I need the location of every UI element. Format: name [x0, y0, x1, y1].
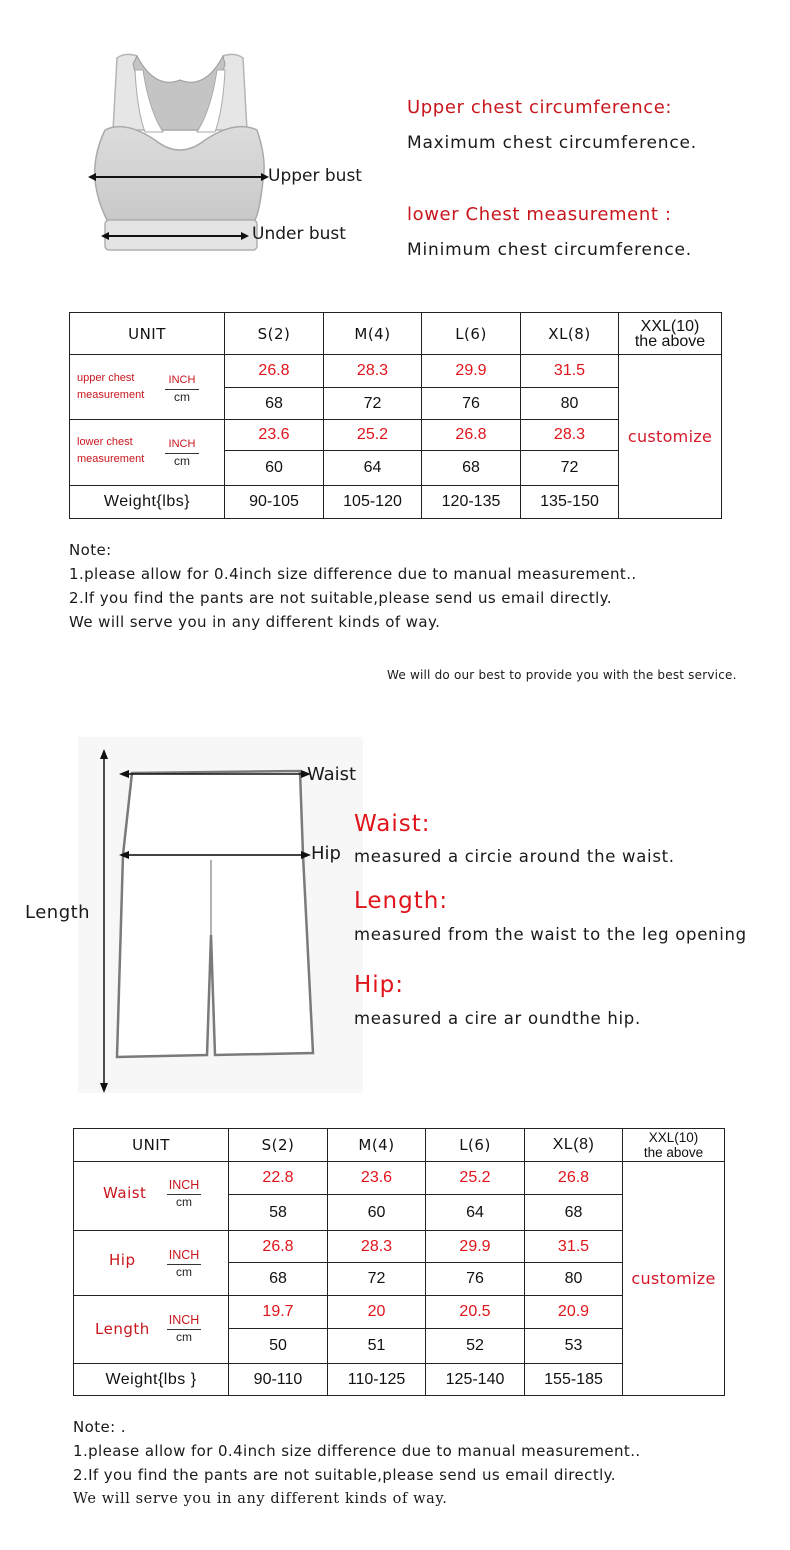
label-line: upper chest: [77, 372, 135, 384]
cell-weight: 105-120: [324, 486, 422, 519]
sports-bra-illustration: [85, 50, 275, 260]
note-line: 2.If you find the pants are not suitable,please send us email directly.: [73, 1466, 616, 1484]
cell-cm: 60: [328, 1195, 426, 1231]
upper-chest-label: [77, 370, 144, 404]
header-size-xxl: [619, 313, 722, 355]
unit-inch: INCH: [165, 373, 199, 390]
xxl-label: XXL(10): [640, 317, 700, 335]
unit-fraction: [167, 1248, 201, 1280]
cell-weight: 155-185: [525, 1364, 623, 1396]
note-heading: Note: .: [73, 1418, 126, 1436]
cell-cm: 68: [422, 451, 521, 486]
unit-cm: cm: [174, 390, 190, 404]
unit-inch: INCH: [167, 1178, 201, 1195]
cell-cm: 58: [229, 1195, 328, 1231]
cell-cm: 64: [426, 1195, 525, 1231]
note-heading: Note:: [69, 541, 112, 559]
shorts-size-table: [73, 1128, 725, 1396]
cell-inch: 28.3: [328, 1231, 426, 1263]
header-unit: UNIT: [70, 313, 225, 355]
cell-inch: 19.7: [229, 1296, 328, 1329]
cell-inch: 23.6: [328, 1162, 426, 1195]
length-label: Length: [25, 902, 91, 923]
cell-inch: 20: [328, 1296, 426, 1329]
xxl-sublabel: the above: [634, 332, 706, 350]
cell-weight: 135-150: [521, 486, 619, 519]
note-line: We will serve you in any different kinds of way.: [69, 613, 441, 631]
shorts-illustration: [75, 735, 365, 1095]
hip-description: measured a cire ar oundthe hip.: [354, 1009, 641, 1028]
cell-inch: 31.5: [525, 1231, 623, 1263]
length-title: Length:: [354, 888, 449, 914]
hip-label: Hip: [311, 843, 341, 864]
cell-cm: 50: [229, 1329, 328, 1364]
note-block-2: [73, 1415, 641, 1511]
cell-inch: 20.5: [426, 1296, 525, 1329]
unit-fraction: [165, 437, 199, 469]
header-unit: UNIT: [74, 1129, 229, 1162]
cell-weight: 90-105: [225, 486, 324, 519]
cell-cm: 76: [422, 388, 521, 420]
shorts-icon: [75, 735, 365, 1095]
unit-fraction: [167, 1178, 201, 1210]
lower-chest-title: lower Chest measurement :: [407, 204, 672, 225]
upper-chest-description: Maximum chest circumference.: [407, 133, 697, 153]
xxl-sublabel: the above: [643, 1145, 704, 1160]
customize-cell: customize: [623, 1162, 725, 1396]
header-size-s: S(2): [225, 313, 324, 355]
cell-inch: 28.3: [324, 355, 422, 388]
lower-chest-description: Minimum chest circumference.: [407, 240, 692, 260]
length-unit-cell: [74, 1296, 229, 1364]
waist-unit-cell: [74, 1162, 229, 1231]
header-size-l: L(6): [422, 313, 521, 355]
cell-cm: 72: [324, 388, 422, 420]
waist-description: measured a circie around the waist.: [354, 847, 675, 866]
header-size-xl: XL(8): [525, 1129, 623, 1162]
cell-weight: 120-135: [422, 486, 521, 519]
header-size-m: M(4): [324, 313, 422, 355]
unit-cm: cm: [176, 1195, 192, 1209]
unit-fraction: [167, 1313, 201, 1345]
upper-chest-title: Upper chest circumference:: [407, 97, 673, 118]
waist-row-label: Waist: [103, 1184, 147, 1202]
hip-row-label: Hip: [109, 1251, 136, 1269]
label-line: lower chest: [77, 436, 133, 448]
cell-inch: 31.5: [521, 355, 619, 388]
cell-inch: 25.2: [426, 1162, 525, 1195]
length-row-label: Length: [95, 1320, 150, 1338]
waist-label: Waist: [307, 764, 357, 785]
table-row: [70, 355, 722, 388]
table-header-row: [74, 1129, 725, 1162]
cell-cm: 76: [426, 1263, 525, 1296]
unit-cm: cm: [174, 454, 190, 468]
cell-cm: 68: [229, 1263, 328, 1296]
cell-cm: 72: [328, 1263, 426, 1296]
cell-inch: 25.2: [324, 420, 422, 451]
cell-weight: 125-140: [426, 1364, 525, 1396]
lower-chest-unit-cell: [70, 420, 225, 486]
cell-inch: 23.6: [225, 420, 324, 451]
waist-title: Waist:: [354, 811, 431, 837]
note-line: 1.please allow for 0.4inch size difference due to manual measurement..: [69, 565, 637, 583]
cell-inch: 26.8: [525, 1162, 623, 1195]
cell-inch: 26.8: [422, 420, 521, 451]
cell-weight: 90-110: [229, 1364, 328, 1396]
label-line: measurement: [77, 453, 145, 465]
unit-inch: INCH: [167, 1313, 201, 1330]
cell-cm: 51: [328, 1329, 426, 1364]
upper-bust-label: Upper bust: [268, 166, 362, 186]
customize-cell: customize: [619, 355, 722, 519]
label-line: measurement: [77, 389, 145, 401]
note-line: 2.If you find the pants are not suitable,please send us email directly.: [69, 589, 612, 607]
cell-inch: 29.9: [422, 355, 521, 388]
note-block-1: [69, 538, 637, 634]
cell-cm: 52: [426, 1329, 525, 1364]
note-line: 1.please allow for 0.4inch size difference due to manual measurement..: [73, 1442, 641, 1460]
header-size-m: M(4): [328, 1129, 426, 1162]
bra-size-table: [69, 312, 722, 519]
length-description: measured from the waist to the leg opening: [354, 925, 747, 944]
header-size-s: S(2): [229, 1129, 328, 1162]
cell-weight: 110-125: [328, 1364, 426, 1396]
cell-inch: 28.3: [521, 420, 619, 451]
service-statement: We will do our best to provide you with the best service.: [387, 668, 737, 682]
upper-chest-unit-cell: [70, 355, 225, 420]
cell-cm: 60: [225, 451, 324, 486]
weight-label: Weight{lbs }: [74, 1364, 229, 1396]
sports-bra-icon: [85, 50, 275, 260]
cell-cm: 72: [521, 451, 619, 486]
cell-inch: 29.9: [426, 1231, 525, 1263]
cell-cm: 68: [225, 388, 324, 420]
header-size-xxl: [623, 1129, 725, 1162]
unit-inch: INCH: [165, 437, 199, 454]
cell-inch: 26.8: [229, 1231, 328, 1263]
cell-inch: 20.9: [525, 1296, 623, 1329]
unit-fraction: [165, 373, 199, 405]
unit-cm: cm: [176, 1265, 192, 1279]
cell-cm: 68: [525, 1195, 623, 1231]
table-header-row: [70, 313, 722, 355]
unit-inch: INCH: [167, 1248, 201, 1265]
cell-inch: 26.8: [225, 355, 324, 388]
hip-title: Hip:: [354, 972, 405, 998]
cell-cm: 53: [525, 1329, 623, 1364]
hip-unit-cell: [74, 1231, 229, 1296]
header-size-xl: XL(8): [521, 313, 619, 355]
cell-cm: 80: [521, 388, 619, 420]
note-line: We will serve you in any different kinds of way.: [73, 1491, 448, 1507]
header-size-l: L(6): [426, 1129, 525, 1162]
weight-label: Weight{lbs}: [70, 486, 225, 519]
cell-cm: 80: [525, 1263, 623, 1296]
cell-inch: 22.8: [229, 1162, 328, 1195]
unit-cm: cm: [176, 1330, 192, 1344]
lower-chest-label: [77, 434, 144, 468]
xxl-label: XXL(10): [648, 1130, 699, 1145]
under-bust-label: Under bust: [252, 224, 346, 244]
table-row: [74, 1162, 725, 1195]
cell-cm: 64: [324, 451, 422, 486]
